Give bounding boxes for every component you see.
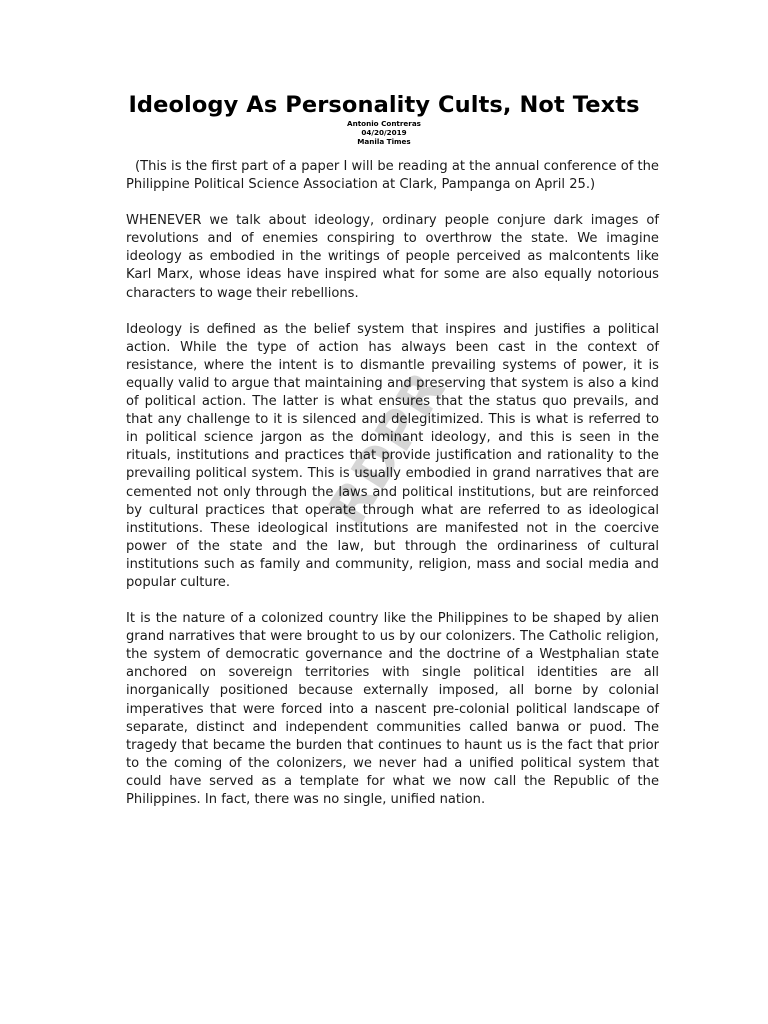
watermark: RDPR	[318, 360, 459, 536]
article-date: 04/20/2019	[361, 128, 407, 137]
paragraph-2: Ideology is defined as the belief system that inspires and justifies a political action. While the type of action has always been cast in the context of resistance, where the intent is to dismantle prevailing systems of power, it is equally valid to argue that maintaining and preserving that system is also a kind of political action. The latter is what ensures that the status quo prevails, and that any challenge to it is silenced and delegitimized. This is what is referred to in political science jargon as the dominant ideology, and this is seen in the rituals, institutions and practices that provide justification and rationality to the prevailing political system. This is usually embodied in grand narratives that are cemented not only through the laws and political institutions, but are reinforced by cultural practices that operate through what are referred to as ideological institutions. These ideological institutions are manifested not in the coercive power of the state and the law, but through the ordinariness of cultural institutions such as family and community, religion, mass and social media and popular culture.	[126, 321, 659, 590]
article-author: Antonio Contreras	[347, 119, 421, 128]
paragraph-intro-note: (This is the first part of a paper I will be reading at the annual conference of the Philippine Political Science Association at Clark, Pampanga on April 25.)	[126, 159, 659, 193]
paragraph-3: It is the nature of a colonized country like the Philippines to be shaped by alien grand narratives that were brought to us by our colonizers. The Catholic religion, the system of democratic governance and the doctrine of a Westphalian state anchored on sovereign territories with single political identities are all inorganically positioned because externally imposed, all borne by colonial imperatives that were forced into a nascent pre-colonial political landscape of separate, distinct and independent communities called banwa or puod. The tragedy that became the burden that continues to haunt us is the fact that prior to the coming of the colonizers, we never had a unified political system that could have served as a template for what we now call the Republic of the Philippines. In fact, there was no single, unified nation.	[126, 611, 659, 807]
article-body	[126, 158, 659, 827]
paragraph-1: WHENEVER we talk about ideology, ordinary people conjure dark images of revolutions and of enemies conspiring to overthrow the state. We imagine ideology as embodied in the writings of people perceived as malcontents like Karl Marx, whose ideas have inspired what for some are also equally notorious characters to wage their rebellions.	[126, 213, 659, 301]
article-source: Manila Times	[357, 137, 411, 146]
article-title: Ideology As Personality Cults, Not Texts	[128, 92, 640, 118]
